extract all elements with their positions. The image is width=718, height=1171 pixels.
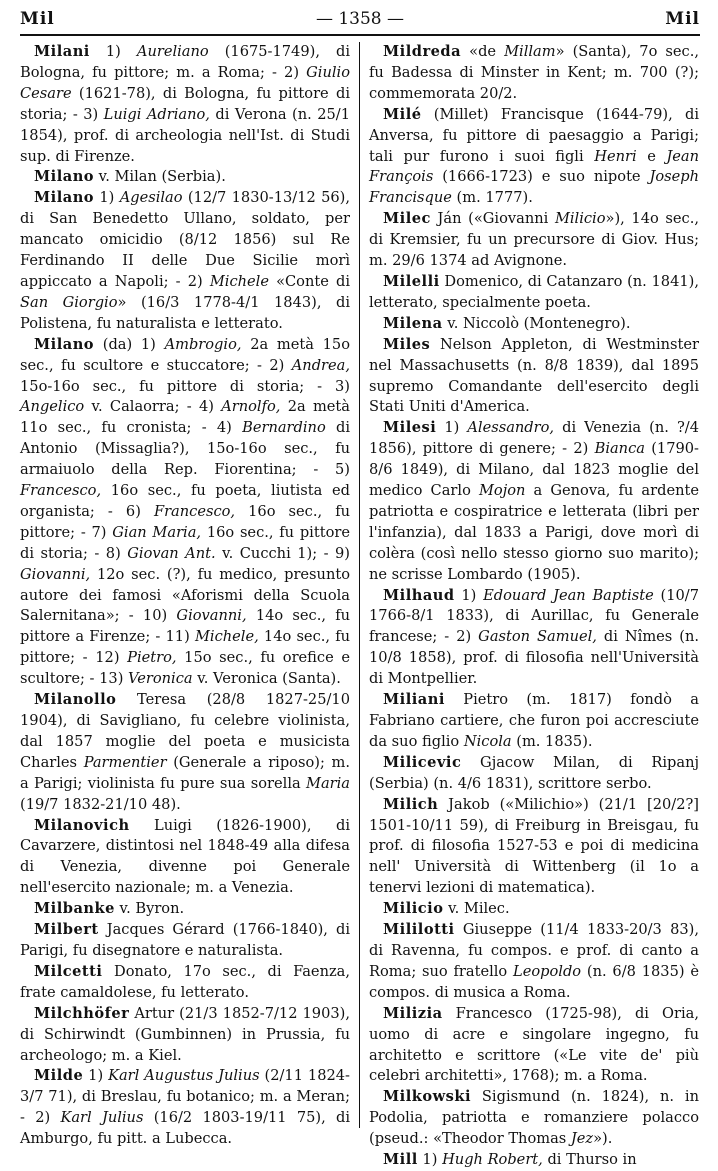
entry-italic-text: Francesco, bbox=[20, 482, 102, 500]
entry-headword: Milano bbox=[34, 335, 95, 353]
entry-text: 1) bbox=[454, 586, 484, 604]
entry-text: di Nîmes (n. 10/8 1858), prof. di filosofia nell'Università di Montpellier. bbox=[369, 628, 700, 688]
entry-headword: Milbert bbox=[34, 921, 99, 939]
entry-italic-text: Maria bbox=[306, 774, 350, 792]
entry-headword: Milicio bbox=[383, 900, 444, 918]
dictionary-entry bbox=[369, 586, 699, 691]
entry-italic-text: Angelico bbox=[20, 398, 85, 416]
entry-italic-text: Milicio bbox=[554, 210, 606, 228]
dictionary-entry bbox=[369, 105, 699, 210]
entry-text: » (16/3 1778-4/1 1843), di Polistena, fu naturalista e letterato. bbox=[20, 293, 350, 332]
entry-headword: Milkowski bbox=[383, 1088, 472, 1106]
entry-headword: Milanollo bbox=[34, 691, 117, 709]
entry-text: Francesco (1725-98), di Oria, uomo di acre e singolare ingegno, fu architetto e scrittore («Le vite de' più celebri architetti», 1768); m. a Roma. bbox=[369, 1004, 699, 1085]
entry-italic-text: Karl Augustus Julius bbox=[108, 1067, 260, 1085]
entry-headword: Milano bbox=[34, 168, 95, 186]
entry-italic-text: Ambrogio, bbox=[164, 335, 242, 353]
header-left-guideword: Mil bbox=[20, 9, 55, 29]
entry-text: (2/11 1824-3/7 71), di Breslau, fu botanico; m. a Meran; - 2) bbox=[20, 1067, 350, 1127]
dictionary-entry bbox=[20, 188, 350, 334]
entry-text: (12/7 1830-13/12 56), di San Benedetto Ullano, soldato, per mancato omicidio (8/12 1856) sul Re Ferdinando II delle Due Sicilie morì appiccato a Napoli; - 2) bbox=[20, 189, 350, 290]
entry-text: v. Calaorra; - 4) bbox=[84, 398, 222, 416]
entry-italic-text: Gian Maria, bbox=[112, 523, 202, 541]
entry-text: 2a metà 11o sec., fu cronista; - 4) bbox=[20, 398, 350, 437]
dictionary-entry bbox=[369, 42, 699, 105]
entry-headword: Miles bbox=[383, 335, 431, 353]
entry-italic-text: Parmentier bbox=[83, 753, 167, 771]
entry-text: di Venezia (n. ?/4 1856), pittore di genere; - 2) bbox=[369, 419, 699, 458]
dictionary-entry bbox=[369, 1087, 699, 1150]
entry-text: 1) bbox=[83, 1067, 109, 1085]
entry-text: 1) bbox=[417, 1151, 443, 1169]
dictionary-entry bbox=[20, 962, 350, 1004]
entry-italic-text: Francesco, bbox=[153, 502, 236, 520]
entry-text: Nelson Appleton, di Westminster nel Massachusetts (n. 8/8 1839), dal 1895 supremo Comandante dell'esercito degli Stati Uniti d'America. bbox=[369, 335, 699, 416]
entry-text: di Thurso in bbox=[542, 1151, 637, 1169]
entry-headword: Milicevic bbox=[383, 753, 462, 771]
dictionary-entry bbox=[369, 418, 699, 585]
running-header bbox=[20, 6, 700, 32]
entry-text: Donato, 17o sec., di Faenza, frate camaldolese, fu letterato. bbox=[20, 962, 350, 1001]
dictionary-entry bbox=[369, 899, 699, 920]
dictionary-entry bbox=[20, 920, 350, 962]
entry-text: a Genova, fu ardente patriotta e cospiratrice e letterata (libri per l'infanzia), dal 1833 a Parigi, dove morì di colèra (così nello stesso giorno suo marito); ne scrisse Lombardo (1905). bbox=[369, 482, 699, 583]
entry-headword: Mildreda bbox=[383, 43, 462, 60]
entry-text: 1) bbox=[436, 419, 468, 437]
entry-italic-text: San Giorgio bbox=[20, 293, 118, 311]
entry-italic-text: Arnolfo, bbox=[221, 398, 281, 416]
entry-italic-text: Millam bbox=[504, 43, 556, 60]
entry-italic-text: Leopoldo bbox=[513, 962, 582, 980]
entry-headword: Milani bbox=[34, 43, 90, 60]
entry-italic-text: Giovanni, bbox=[176, 607, 247, 625]
page-number: — 1358 — bbox=[315, 9, 405, 29]
entry-text: Pietro (m. 1817) fondò a Fabriano cartiere, che furon poi accresciute da suo figlio bbox=[369, 691, 699, 750]
entry-text: v. Milan (Serbia). bbox=[94, 168, 226, 186]
entry-italic-text: Bianca bbox=[594, 440, 645, 458]
text-columns bbox=[20, 42, 700, 1169]
entry-headword: Mililotti bbox=[383, 921, 455, 939]
entry-italic-text: Andrea, bbox=[291, 356, 350, 374]
entry-italic-text: Joseph Francisque bbox=[369, 168, 699, 207]
entry-text: v. Cucchi 1); - 9) bbox=[215, 544, 350, 562]
entry-headword: Miliani bbox=[383, 691, 445, 709]
entry-text: Giuseppe (11/4 1833-20/3 83), di Ravenna, fu compos. e prof. di canto a Roma; suo fratello bbox=[369, 921, 699, 980]
entry-italic-text: Agesilao bbox=[119, 189, 183, 207]
entry-text: Jacques Gérard (1766-1840), di Parigi, fu disegnatore e naturalista. bbox=[20, 921, 350, 959]
entry-text: e bbox=[636, 147, 667, 165]
entry-italic-text: Luigi Adriano, bbox=[103, 105, 210, 123]
entry-text: Gjacow Milan, di Ripanj (Serbia) (n. 4/6 1831), scrittore serbo. bbox=[369, 753, 699, 792]
entry-text: »). bbox=[593, 1130, 613, 1148]
entry-headword: Milizia bbox=[383, 1004, 443, 1022]
entry-text: 16o sec., fu pittore; - 7) bbox=[20, 502, 350, 541]
entry-text: 1) bbox=[94, 189, 120, 207]
entry-headword: Milhaud bbox=[383, 586, 455, 604]
entry-text: (1621-78), di Bologna, fu pittore di storia; - 3) bbox=[20, 84, 350, 123]
entry-italic-text: Giulio Cesare bbox=[20, 63, 350, 102]
header-right-guideword: Mil bbox=[665, 9, 700, 29]
entry-text: 15o-16o sec., fu pittore di storia; - 3) bbox=[20, 377, 350, 395]
entry-text: Sigismund (n. 1824), n. in Podolia, patriotta e romanziere polacco (pseud.: «Theodor Thomas bbox=[369, 1088, 699, 1148]
entry-text: (m. 1835). bbox=[511, 732, 593, 750]
entry-headword: Milbanke bbox=[34, 900, 115, 918]
dictionary-entry bbox=[20, 335, 350, 690]
entry-text: 12o sec. (?), fu medico, presunto autore dei famosi «Aforismi della Scuola Salernitana»; - 10) bbox=[20, 565, 350, 625]
right-column bbox=[360, 42, 700, 1169]
entry-text: (Generale a riposo); m. a Parigi; violinista fu pure sua sorella bbox=[20, 753, 350, 792]
dictionary-entry bbox=[369, 1150, 699, 1171]
entry-italic-text: Aureliano bbox=[136, 43, 209, 60]
entry-text: 2a metà 15o sec., fu scultore e stuccatore; - 2) bbox=[20, 335, 350, 374]
entry-headword: Milelli bbox=[383, 272, 440, 290]
dictionary-entry bbox=[369, 272, 699, 314]
entry-italic-text: Jez bbox=[570, 1130, 594, 1148]
entry-headword: Milec bbox=[383, 210, 431, 228]
entry-italic-text: Mojon bbox=[478, 482, 526, 500]
entry-text: Jakob («Milichio») (21/1 [20/2?] 1501-10/11 59), di Freiburg in Breisgau, fu prof. di filosofia 1527-53 e poi di medicina nell' Università di Wittenberg (il 1o a tenervi lezioni di matematica). bbox=[369, 795, 699, 897]
entry-italic-text: Alessandro, bbox=[467, 419, 555, 437]
entry-italic-text: Karl Julius bbox=[60, 1109, 144, 1127]
dictionary-entry bbox=[20, 690, 350, 815]
entry-headword: Milchhöfer bbox=[34, 1004, 130, 1022]
entry-text: 14o sec., fu pittore a Firenze; - 11) bbox=[20, 607, 350, 646]
entry-text: (10/7 1766-8/1 1833), di Aurillac, fu Generale francese; - 2) bbox=[369, 586, 699, 646]
entry-text: »), 14o sec., di Kremsier, fu un precursore di Giov. Hus; m. 29/6 1374 ad Avignone. bbox=[369, 210, 699, 270]
entry-headword: Milanovich bbox=[34, 816, 130, 834]
entry-text: Artur (21/3 1852-7/12 1903), di Schirwindt (Gumbinnen) in Prussia, fu archeologo; m. a Kiel. bbox=[20, 1004, 350, 1064]
entry-headword: Milena bbox=[383, 314, 443, 332]
entry-text: (1790-8/6 1849), di Milano, dal 1823 moglie del medico Carlo bbox=[369, 440, 699, 500]
entry-text: 1) bbox=[89, 43, 137, 60]
entry-text: v. Veronica (Santa). bbox=[192, 670, 341, 688]
entry-text: 15o sec., fu orefice e scultore; - 13) bbox=[20, 649, 350, 688]
entry-italic-text: Gaston Samuel, bbox=[478, 628, 597, 646]
entry-headword: Milich bbox=[383, 795, 439, 813]
entry-text: Luigi (1826-1900), di Cavarzere, distintosi nel 1848-49 alla difesa di Venezia, divenne poi Generale nell'esercito nazionale; m. a Venezia. bbox=[20, 816, 350, 897]
dictionary-entry bbox=[20, 167, 350, 188]
entry-text: (Millet) Francisque (1644-79), di Anversa, fu pittore di paesaggio a Parigi; tali pur furono i suoi figli bbox=[369, 105, 699, 165]
entry-text: (19/7 1832-21/10 48). bbox=[20, 795, 181, 813]
entry-text: Teresa (28/8 1827-25/10 1904), di Savigliano, fu celebre violinista, dal 1857 moglie del poeta e musicista Charles bbox=[20, 691, 350, 771]
dictionary-entry bbox=[20, 1004, 350, 1067]
entry-text: (16/2 1803-19/11 75), di Amburgo, fu pitt. a Lubecca. bbox=[20, 1109, 351, 1148]
header-rule bbox=[20, 34, 700, 36]
entry-text: Ján («Giovanni bbox=[430, 210, 555, 228]
entry-text: 14o sec., fu pittore; - 12) bbox=[20, 628, 350, 667]
entry-text: (n. 6/8 1835) è compos. di musica a Roma. bbox=[369, 962, 699, 1001]
entry-italic-text: Jean François bbox=[369, 147, 699, 186]
entry-text: v. Niccolò (Montenegro). bbox=[442, 314, 631, 332]
entry-italic-text: Henri bbox=[594, 147, 637, 165]
dictionary-entry bbox=[369, 690, 699, 753]
entry-headword: Milde bbox=[34, 1067, 84, 1085]
dictionary-entry bbox=[369, 1004, 699, 1088]
entry-headword: Milé bbox=[383, 105, 422, 123]
dictionary-entry bbox=[369, 920, 699, 1004]
entry-text: (m. 1777). bbox=[451, 189, 533, 207]
entry-headword: Mill bbox=[383, 1151, 418, 1169]
entry-text: (da) 1) bbox=[94, 335, 165, 353]
entry-italic-text: Hugh Robert, bbox=[442, 1151, 543, 1169]
entry-text: di Antonio (Missaglia?), 15o-16o sec., fu armaiuolo della Rep. Fiorentina; - 5) bbox=[20, 419, 350, 479]
entry-text: (1666-1723) e suo nipote bbox=[433, 168, 650, 186]
dictionary-entry bbox=[20, 1066, 350, 1150]
entry-italic-text: Giovan Ant. bbox=[127, 544, 216, 562]
entry-text: » (Santa), 7o sec., fu Badessa di Minster in Kent; m. 700 (?); commemorata 20/2. bbox=[369, 43, 700, 102]
entry-italic-text: Michele bbox=[209, 272, 269, 290]
entry-italic-text: Pietro, bbox=[127, 649, 177, 667]
entry-text: v. Milec. bbox=[443, 900, 510, 918]
entry-italic-text: Michele, bbox=[194, 628, 259, 646]
dictionary-entry bbox=[20, 42, 350, 167]
dictionary-entry bbox=[369, 795, 699, 900]
entry-text: di Verona (n. 25/1 1854), prof. di archeologia nell'Ist. di Studi sup. di Firenze. bbox=[20, 105, 350, 165]
entry-italic-text: Edouard Jean Baptiste bbox=[483, 586, 654, 604]
dictionary-entry bbox=[369, 753, 699, 795]
entry-text: «Conte di bbox=[268, 272, 350, 290]
entry-text: v. Byron. bbox=[114, 900, 185, 918]
entry-italic-text: Bernardino bbox=[242, 419, 326, 437]
entry-italic-text: Giovanni, bbox=[20, 565, 91, 583]
entry-text: «de bbox=[461, 43, 505, 60]
dictionary-entry bbox=[20, 816, 350, 900]
entry-headword: Milesi bbox=[383, 419, 437, 437]
entry-text: 16o sec., fu poeta, liutista ed organista; - 6) bbox=[20, 482, 350, 520]
dictionary-entry bbox=[369, 314, 699, 335]
dictionary-entry bbox=[369, 209, 699, 272]
entry-italic-text: Veronica bbox=[128, 670, 193, 688]
dictionary-entry bbox=[369, 335, 699, 419]
dictionary-entry bbox=[20, 899, 350, 920]
entry-headword: Milcetti bbox=[34, 962, 103, 980]
left-column bbox=[20, 42, 359, 1148]
entry-headword: Milano bbox=[34, 189, 95, 207]
entry-text: 16o sec., fu pittore di storia; - 8) bbox=[20, 523, 350, 562]
entry-text: (1675-1749), di Bologna, fu pittore; m. a Roma; - 2) bbox=[20, 43, 350, 81]
entry-text: Domenico, di Catanzaro (n. 1841), letterato, specialmente poeta. bbox=[369, 272, 699, 311]
entry-italic-text: Nicola bbox=[463, 732, 512, 750]
